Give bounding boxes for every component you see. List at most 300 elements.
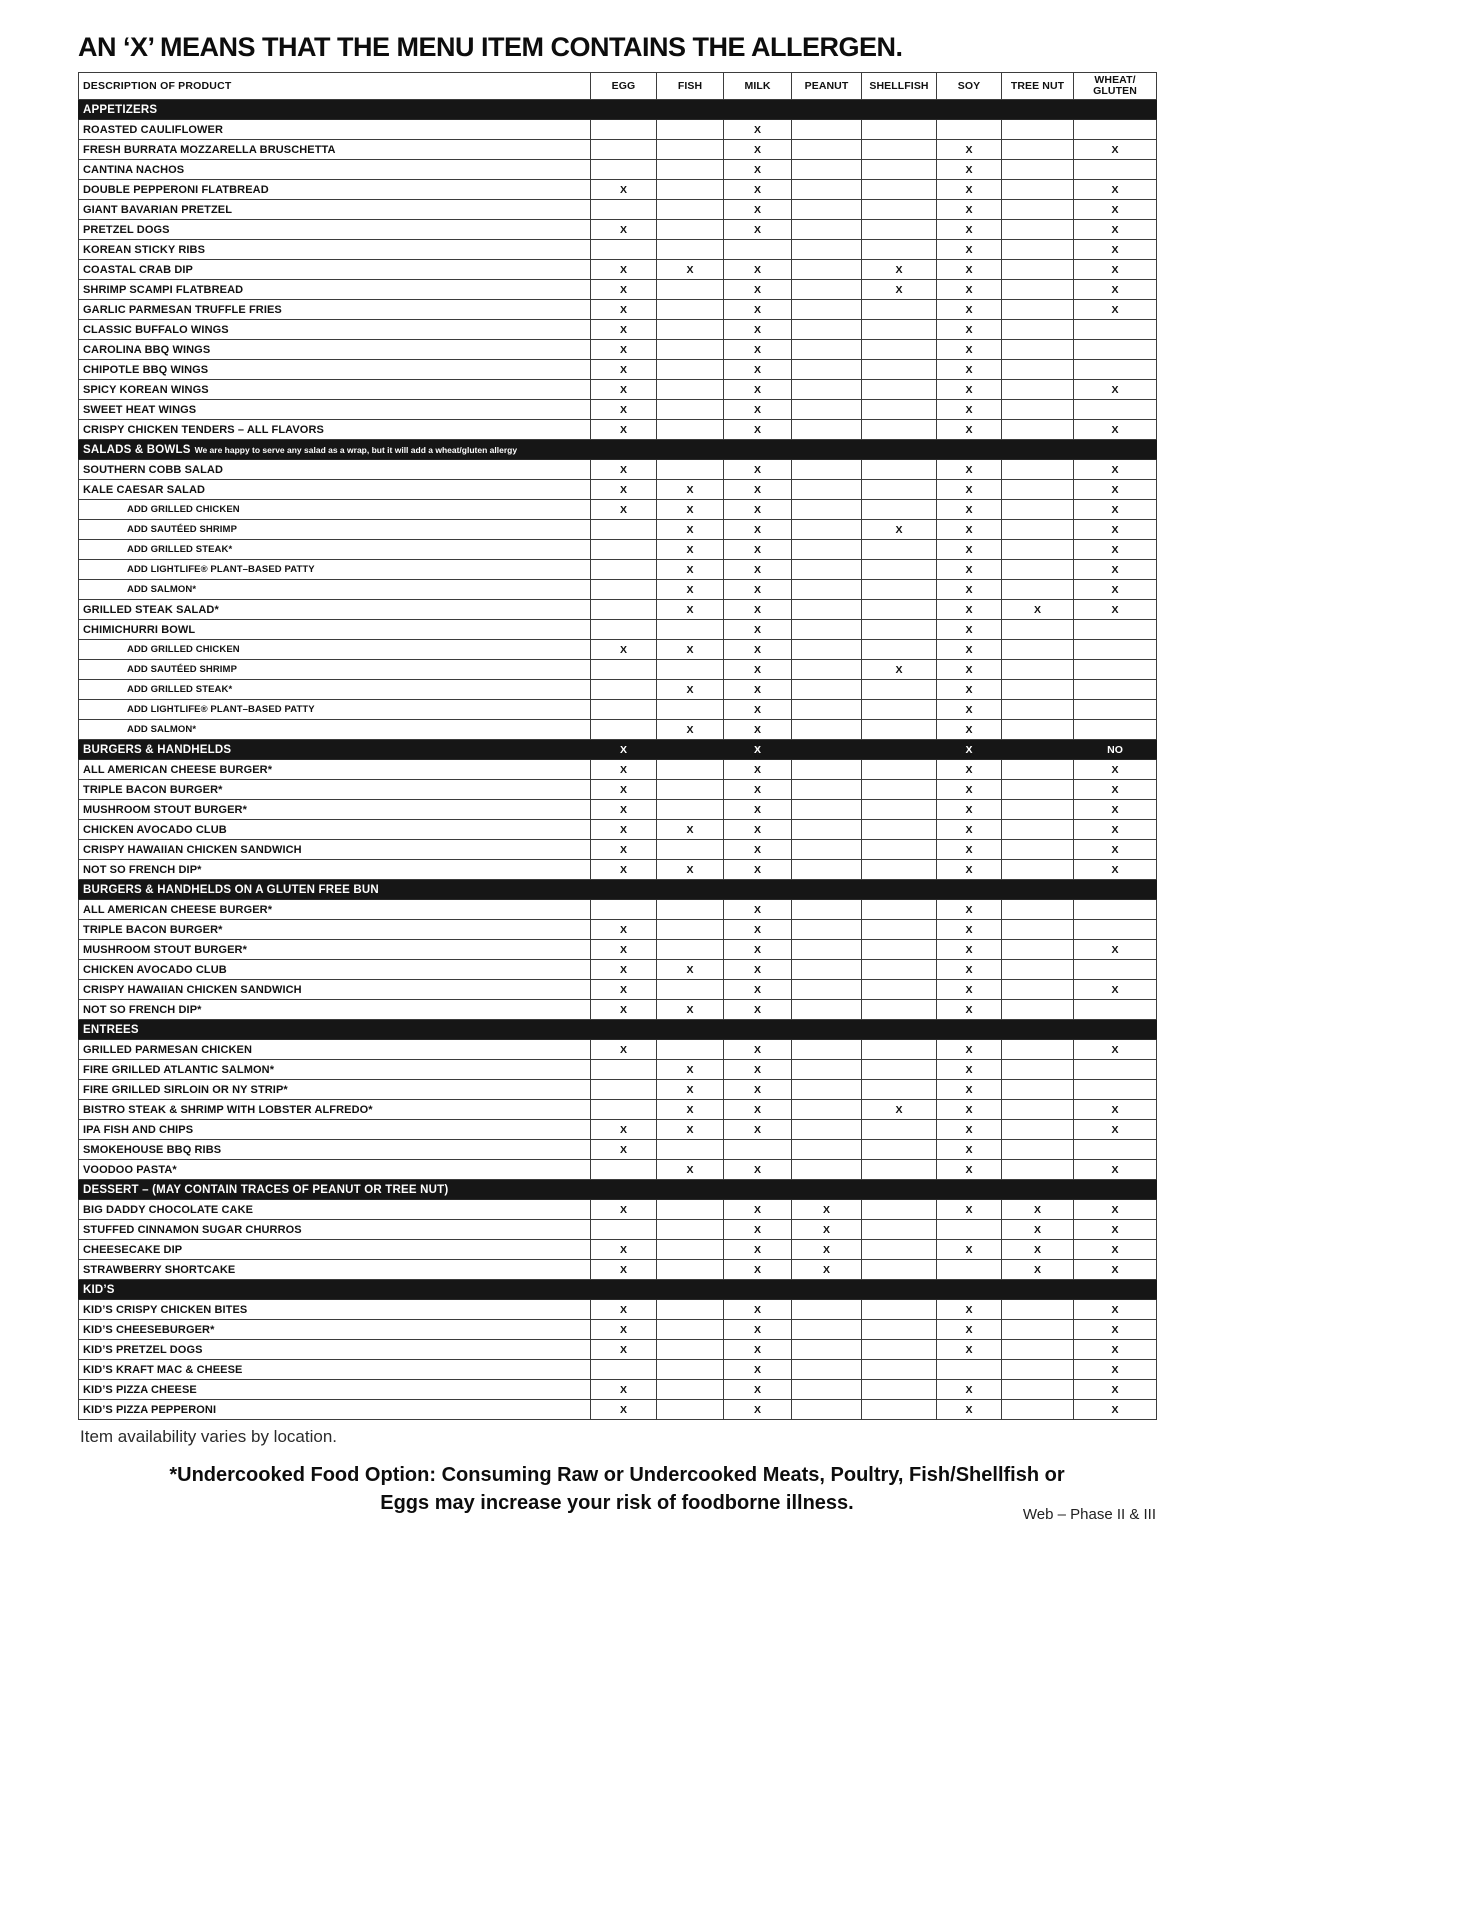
table-row (79, 1160, 1157, 1180)
allergen-mark-cell: X (724, 700, 792, 720)
table-row (79, 1320, 1157, 1340)
table-row (79, 1380, 1157, 1400)
allergen-mark-cell: X (591, 300, 657, 320)
product-name: BIG DADDY CHOCOLATE CAKE (79, 1200, 591, 1220)
allergen-mark-cell: X (657, 260, 724, 280)
section-ghost-cell (657, 740, 724, 760)
allergen-mark-cell: X (1074, 460, 1157, 480)
table-row (79, 280, 1157, 300)
allergen-mark-cell (862, 680, 937, 700)
allergen-mark-cell (591, 200, 657, 220)
allergen-mark-cell (657, 420, 724, 440)
allergen-mark-cell: X (724, 940, 792, 960)
allergen-mark-cell (657, 760, 724, 780)
allergen-mark-cell (862, 1260, 937, 1280)
table-row (79, 380, 1157, 400)
disclaimer-line-1: *Undercooked Food Option: Consuming Raw or Undercooked Meats, Poultry, Fish/Shellfish or (169, 1464, 1065, 1487)
allergen-mark-cell: X (724, 600, 792, 620)
allergen-mark-cell: X (1074, 980, 1157, 1000)
section-ghost-cell (1074, 1180, 1157, 1200)
allergen-mark-cell: X (657, 720, 724, 740)
product-name: VOODOO PASTA* (79, 1160, 591, 1180)
allergen-mark-cell: X (937, 780, 1002, 800)
allergen-mark-cell: X (724, 980, 792, 1000)
section-row-kid-s (79, 1280, 1157, 1300)
allergen-mark-cell (724, 1140, 792, 1160)
allergen-mark-cell: X (591, 980, 657, 1000)
allergen-mark-cell: X (1074, 520, 1157, 540)
allergen-mark-cell: X (724, 900, 792, 920)
allergen-mark-cell (1074, 320, 1157, 340)
allergen-mark-cell: X (1002, 1240, 1074, 1260)
allergen-mark-cell (862, 360, 937, 380)
allergen-mark-cell (792, 760, 862, 780)
allergen-mark-cell (1002, 980, 1074, 1000)
allergen-mark-cell (792, 180, 862, 200)
section-ghost-cell (792, 1020, 862, 1040)
product-name: ADD SAUTÉED SHRIMP (79, 520, 591, 540)
allergen-mark-cell: X (724, 920, 792, 940)
section-ghost-cell (792, 880, 862, 900)
allergen-mark-cell: X (591, 420, 657, 440)
allergen-mark-cell: X (1074, 1160, 1157, 1180)
product-name: ADD GRILLED STEAK* (79, 540, 591, 560)
allergen-mark-cell (862, 1380, 937, 1400)
allergen-mark-cell: X (724, 1340, 792, 1360)
allergen-mark-cell (862, 120, 937, 140)
allergen-mark-cell: X (1074, 540, 1157, 560)
allergen-mark-cell (1002, 120, 1074, 140)
allergen-mark-cell (862, 1340, 937, 1360)
allergen-mark-cell: X (724, 1240, 792, 1260)
allergen-mark-cell (724, 240, 792, 260)
allergen-mark-cell: X (591, 320, 657, 340)
allergen-mark-cell (862, 920, 937, 940)
allergen-mark-cell: X (724, 1060, 792, 1080)
allergen-mark-cell: X (937, 1120, 1002, 1140)
allergen-mark-cell: X (724, 300, 792, 320)
section-row-dessert-may-contain-traces-of-peanut-or-tree-nut (79, 1180, 1157, 1200)
allergen-mark-cell: X (937, 1160, 1002, 1180)
product-name: FRESH BURRATA MOZZARELLA BRUSCHETTA (79, 140, 591, 160)
section-ghost-cell (1074, 100, 1157, 120)
allergen-mark-cell (591, 720, 657, 740)
section-ghost-cell (792, 440, 862, 460)
allergen-mark-cell: X (591, 1340, 657, 1360)
allergen-mark-cell: X (657, 1120, 724, 1140)
allergen-mark-cell (792, 1060, 862, 1080)
column-header-tree-nut: TREE NUT (1002, 73, 1074, 100)
allergen-mark-cell: X (937, 1320, 1002, 1340)
section-ghost-cell (657, 1020, 724, 1040)
allergen-mark-cell: X (724, 120, 792, 140)
allergen-mark-cell: X (937, 1100, 1002, 1120)
allergen-mark-cell (1074, 660, 1157, 680)
allergen-mark-cell (591, 680, 657, 700)
allergen-mark-cell: X (591, 340, 657, 360)
section-ghost-cell (591, 880, 657, 900)
allergen-mark-cell (792, 200, 862, 220)
allergen-mark-cell: X (724, 660, 792, 680)
allergen-mark-cell: X (1074, 280, 1157, 300)
allergen-mark-cell (792, 640, 862, 660)
allergen-mark-cell: X (1002, 600, 1074, 620)
section-note: We are happy to serve any salad as a wrap, but it will add a wheat/gluten allergy (194, 444, 518, 455)
allergen-mark-cell: X (657, 500, 724, 520)
allergen-mark-cell (591, 1060, 657, 1080)
allergen-mark-cell (657, 160, 724, 180)
product-name: KID’S CRISPY CHICKEN BITES (79, 1300, 591, 1320)
allergen-table (78, 72, 1157, 1420)
allergen-mark-cell: X (591, 180, 657, 200)
allergen-mark-cell: X (591, 1200, 657, 1220)
allergen-mark-cell (1002, 680, 1074, 700)
allergen-mark-cell: X (591, 920, 657, 940)
product-name: KALE CAESAR SALAD (79, 480, 591, 500)
allergen-mark-cell: X (1074, 860, 1157, 880)
allergen-mark-cell: X (937, 480, 1002, 500)
allergen-mark-cell (1002, 180, 1074, 200)
allergen-mark-cell: X (1074, 1380, 1157, 1400)
allergen-mark-cell (657, 1360, 724, 1380)
allergen-mark-cell: X (937, 700, 1002, 720)
allergen-mark-cell (1074, 1060, 1157, 1080)
allergen-mark-cell (1002, 480, 1074, 500)
allergen-mark-cell: X (1074, 1360, 1157, 1380)
allergen-mark-cell (1074, 1140, 1157, 1160)
table-row (79, 520, 1157, 540)
section-ghost-cell (591, 440, 657, 460)
allergen-mark-cell (792, 340, 862, 360)
section-ghost-cell (937, 1020, 1002, 1040)
product-name: CLASSIC BUFFALO WINGS (79, 320, 591, 340)
allergen-mark-cell: X (724, 460, 792, 480)
section-ghost-cell (657, 880, 724, 900)
product-name: ADD SAUTÉED SHRIMP (79, 660, 591, 680)
allergen-mark-cell (792, 700, 862, 720)
allergen-mark-cell: X (1074, 1400, 1157, 1420)
allergen-mark-cell: X (1074, 1040, 1157, 1060)
allergen-mark-cell (862, 140, 937, 160)
table-row (79, 800, 1157, 820)
section-ghost-cell (1074, 1020, 1157, 1040)
allergen-mark-cell: X (724, 260, 792, 280)
table-row (79, 840, 1157, 860)
allergen-mark-cell: X (937, 980, 1002, 1000)
product-name: NOT SO FRENCH DIP* (79, 1000, 591, 1020)
table-row (79, 540, 1157, 560)
allergen-mark-cell: X (724, 320, 792, 340)
allergen-mark-cell (792, 1000, 862, 1020)
allergen-mark-cell: X (591, 1300, 657, 1320)
allergen-mark-cell: X (724, 540, 792, 560)
product-name: ADD GRILLED STEAK* (79, 680, 591, 700)
allergen-mark-cell: X (591, 1260, 657, 1280)
allergen-mark-cell (862, 500, 937, 520)
allergen-mark-cell: X (724, 500, 792, 520)
allergen-mark-cell (862, 1040, 937, 1060)
allergen-mark-cell: X (724, 1300, 792, 1320)
allergen-mark-cell (792, 820, 862, 840)
allergen-mark-cell: X (657, 1080, 724, 1100)
allergen-mark-cell (862, 1360, 937, 1380)
allergen-mark-cell: X (591, 1400, 657, 1420)
section-ghost-cell (1074, 1280, 1157, 1300)
allergen-mark-cell (862, 600, 937, 620)
allergen-mark-cell: X (591, 220, 657, 240)
allergen-mark-cell (657, 1200, 724, 1220)
allergen-mark-cell (1002, 500, 1074, 520)
table-row (79, 620, 1157, 640)
allergen-mark-cell (862, 240, 937, 260)
allergen-mark-cell: X (1074, 300, 1157, 320)
section-ghost-cell (724, 1180, 792, 1200)
product-name: CHICKEN AVOCADO CLUB (79, 960, 591, 980)
allergen-mark-cell (1074, 680, 1157, 700)
allergen-mark-cell: X (591, 400, 657, 420)
allergen-mark-cell: X (937, 160, 1002, 180)
allergen-mark-cell (862, 800, 937, 820)
allergen-mark-cell (792, 300, 862, 320)
table-row (79, 500, 1157, 520)
table-row (79, 400, 1157, 420)
allergen-mark-cell (1074, 920, 1157, 940)
allergen-mark-cell: X (724, 720, 792, 740)
allergen-mark-cell (862, 300, 937, 320)
allergen-mark-cell: X (1074, 840, 1157, 860)
allergen-mark-cell: X (1002, 1220, 1074, 1240)
allergen-mark-cell (591, 520, 657, 540)
product-name: GRILLED STEAK SALAD* (79, 600, 591, 620)
table-row (79, 720, 1157, 740)
product-name: KID’S CHEESEBURGER* (79, 1320, 591, 1340)
allergen-mark-cell: X (1074, 140, 1157, 160)
table-row (79, 760, 1157, 780)
allergen-mark-cell (792, 900, 862, 920)
allergen-mark-cell: X (724, 1260, 792, 1280)
allergen-mark-cell (862, 640, 937, 660)
product-name: ALL AMERICAN CHEESE BURGER* (79, 760, 591, 780)
allergen-mark-cell: X (937, 720, 1002, 740)
allergen-mark-cell: X (937, 580, 1002, 600)
product-name: STUFFED CINNAMON SUGAR CHURROS (79, 1220, 591, 1240)
allergen-mark-cell (1002, 760, 1074, 780)
allergen-mark-cell (657, 900, 724, 920)
allergen-mark-cell (657, 1240, 724, 1260)
allergen-mark-cell (862, 840, 937, 860)
table-row (79, 820, 1157, 840)
allergen-mark-cell (862, 900, 937, 920)
allergen-mark-cell: X (937, 920, 1002, 940)
allergen-mark-cell: X (724, 640, 792, 660)
allergen-mark-cell: X (937, 220, 1002, 240)
section-ghost-cell (792, 100, 862, 120)
allergen-mark-cell (792, 780, 862, 800)
allergen-mark-cell (792, 220, 862, 240)
allergen-mark-cell: X (937, 420, 1002, 440)
section-label: ENTREES (79, 1020, 591, 1040)
section-ghost-cell (792, 1180, 862, 1200)
product-name: ADD GRILLED CHICKEN (79, 500, 591, 520)
allergen-mark-cell (657, 940, 724, 960)
allergen-mark-cell: X (1074, 240, 1157, 260)
allergen-mark-cell (1074, 620, 1157, 640)
allergen-mark-cell: X (591, 960, 657, 980)
allergen-mark-cell (657, 320, 724, 340)
allergen-mark-cell (862, 1300, 937, 1320)
allergen-mark-cell: X (937, 360, 1002, 380)
allergen-mark-cell: X (657, 600, 724, 620)
allergen-mark-cell (1002, 1060, 1074, 1080)
allergen-mark-cell: X (724, 140, 792, 160)
allergen-mark-cell: X (724, 1400, 792, 1420)
product-name: KID’S PRETZEL DOGS (79, 1340, 591, 1360)
allergen-mark-cell (862, 1240, 937, 1260)
allergen-mark-cell: X (1074, 820, 1157, 840)
allergen-mark-cell (591, 1360, 657, 1380)
allergen-mark-cell (657, 300, 724, 320)
allergen-mark-cell: X (937, 680, 1002, 700)
allergen-mark-cell (792, 680, 862, 700)
allergen-mark-cell: X (591, 840, 657, 860)
page-reference: Web – Phase II & III (1022, 1506, 1156, 1524)
allergen-mark-cell (1002, 900, 1074, 920)
allergen-mark-cell (862, 1080, 937, 1100)
allergen-mark-cell (862, 340, 937, 360)
table-row (79, 120, 1157, 140)
section-label: KID’S (79, 1280, 591, 1300)
allergen-mark-cell (1002, 700, 1074, 720)
product-name: TRIPLE BACON BURGER* (79, 780, 591, 800)
allergen-mark-cell: X (937, 380, 1002, 400)
section-ghost-cell (937, 880, 1002, 900)
allergen-mark-cell: X (657, 860, 724, 880)
allergen-mark-cell (1002, 840, 1074, 860)
allergen-mark-cell (1002, 420, 1074, 440)
allergen-mark-cell (862, 420, 937, 440)
table-row (79, 1400, 1157, 1420)
page-title: AN ‘X’ MEANS THAT THE MENU ITEM CONTAINS THE ALLERGEN. (78, 32, 903, 62)
section-label: APPETIZERS (79, 100, 591, 120)
allergen-mark-cell: X (937, 1380, 1002, 1400)
section-ghost-cell (792, 740, 862, 760)
allergen-mark-cell (1002, 1320, 1074, 1340)
allergen-mark-cell (862, 700, 937, 720)
allergen-mark-cell (591, 540, 657, 560)
allergen-mark-cell (591, 240, 657, 260)
allergen-mark-cell (862, 780, 937, 800)
allergen-mark-cell (862, 180, 937, 200)
allergen-mark-cell: X (724, 1380, 792, 1400)
allergen-mark-cell (657, 180, 724, 200)
allergen-mark-cell: X (724, 1160, 792, 1180)
product-name: BISTRO STEAK & SHRIMP WITH LOBSTER ALFREDO* (79, 1100, 591, 1120)
allergen-mark-cell (1002, 1120, 1074, 1140)
allergen-mark-cell (792, 660, 862, 680)
allergen-mark-cell (1002, 720, 1074, 740)
allergen-mark-cell: X (937, 1340, 1002, 1360)
allergen-mark-cell: X (1074, 580, 1157, 600)
allergen-mark-cell (1002, 1360, 1074, 1380)
table-row (79, 240, 1157, 260)
allergen-mark-cell (862, 940, 937, 960)
allergen-mark-cell: X (591, 360, 657, 380)
disclaimer-line-2: Eggs may increase your risk of foodborne illness. (380, 1492, 854, 1515)
allergen-mark-cell: X (862, 260, 937, 280)
allergen-mark-cell (792, 1160, 862, 1180)
product-name: KID’S PIZZA CHEESE (79, 1380, 591, 1400)
table-row (79, 480, 1157, 500)
product-name: COASTAL CRAB DIP (79, 260, 591, 280)
allergen-mark-cell (862, 220, 937, 240)
allergen-mark-cell: X (937, 800, 1002, 820)
allergen-mark-cell (862, 1000, 937, 1020)
product-name: CRISPY HAWAIIAN CHICKEN SANDWICH (79, 840, 591, 860)
table-row (79, 960, 1157, 980)
allergen-mark-cell: X (657, 1060, 724, 1080)
allergen-mark-cell (1002, 780, 1074, 800)
allergen-mark-cell: X (1074, 1320, 1157, 1340)
allergen-mark-cell (792, 520, 862, 540)
allergen-mark-cell: X (937, 1080, 1002, 1100)
allergen-mark-cell (792, 560, 862, 580)
allergen-mark-cell: X (591, 460, 657, 480)
allergen-mark-cell: X (591, 500, 657, 520)
allergen-mark-cell (862, 1060, 937, 1080)
allergen-mark-cell: X (937, 140, 1002, 160)
allergen-mark-cell (657, 1320, 724, 1340)
allergen-mark-cell (1074, 1000, 1157, 1020)
allergen-mark-cell (1002, 1080, 1074, 1100)
allergen-mark-cell (1074, 400, 1157, 420)
allergen-mark-cell: X (1074, 800, 1157, 820)
table-row (79, 1000, 1157, 1020)
allergen-mark-cell: X (1074, 940, 1157, 960)
allergen-mark-cell (1074, 640, 1157, 660)
section-ghost-cell (1002, 440, 1074, 460)
product-name: MUSHROOM STOUT BURGER* (79, 940, 591, 960)
section-ghost-cell (937, 1280, 1002, 1300)
table-row (79, 980, 1157, 1000)
allergen-mark-cell (657, 700, 724, 720)
table-row (79, 700, 1157, 720)
section-ghost-cell (862, 1180, 937, 1200)
allergen-mark-cell (1074, 900, 1157, 920)
allergen-mark-cell (792, 800, 862, 820)
section-ghost-cell (1002, 740, 1074, 760)
product-name: ADD GRILLED CHICKEN (79, 640, 591, 660)
allergen-mark-cell (1002, 1160, 1074, 1180)
allergen-mark-cell: X (724, 960, 792, 980)
allergen-mark-cell: X (591, 780, 657, 800)
allergen-mark-cell (1002, 1140, 1074, 1160)
table-row (79, 560, 1157, 580)
section-ghost-cell (862, 880, 937, 900)
section-row-appetizers (79, 100, 1157, 120)
allergen-mark-cell (792, 980, 862, 1000)
allergen-mark-cell (657, 620, 724, 640)
column-header-peanut: PEANUT (792, 73, 862, 100)
section-ghost-cell (591, 1280, 657, 1300)
allergen-mark-cell (1002, 820, 1074, 840)
section-ghost-cell (937, 1180, 1002, 1200)
column-header-soy: SOY (937, 73, 1002, 100)
allergen-mark-cell (657, 460, 724, 480)
allergen-mark-cell: X (937, 940, 1002, 960)
allergen-mark-cell (792, 1340, 862, 1360)
allergen-mark-cell (792, 480, 862, 500)
allergen-mark-cell (862, 320, 937, 340)
